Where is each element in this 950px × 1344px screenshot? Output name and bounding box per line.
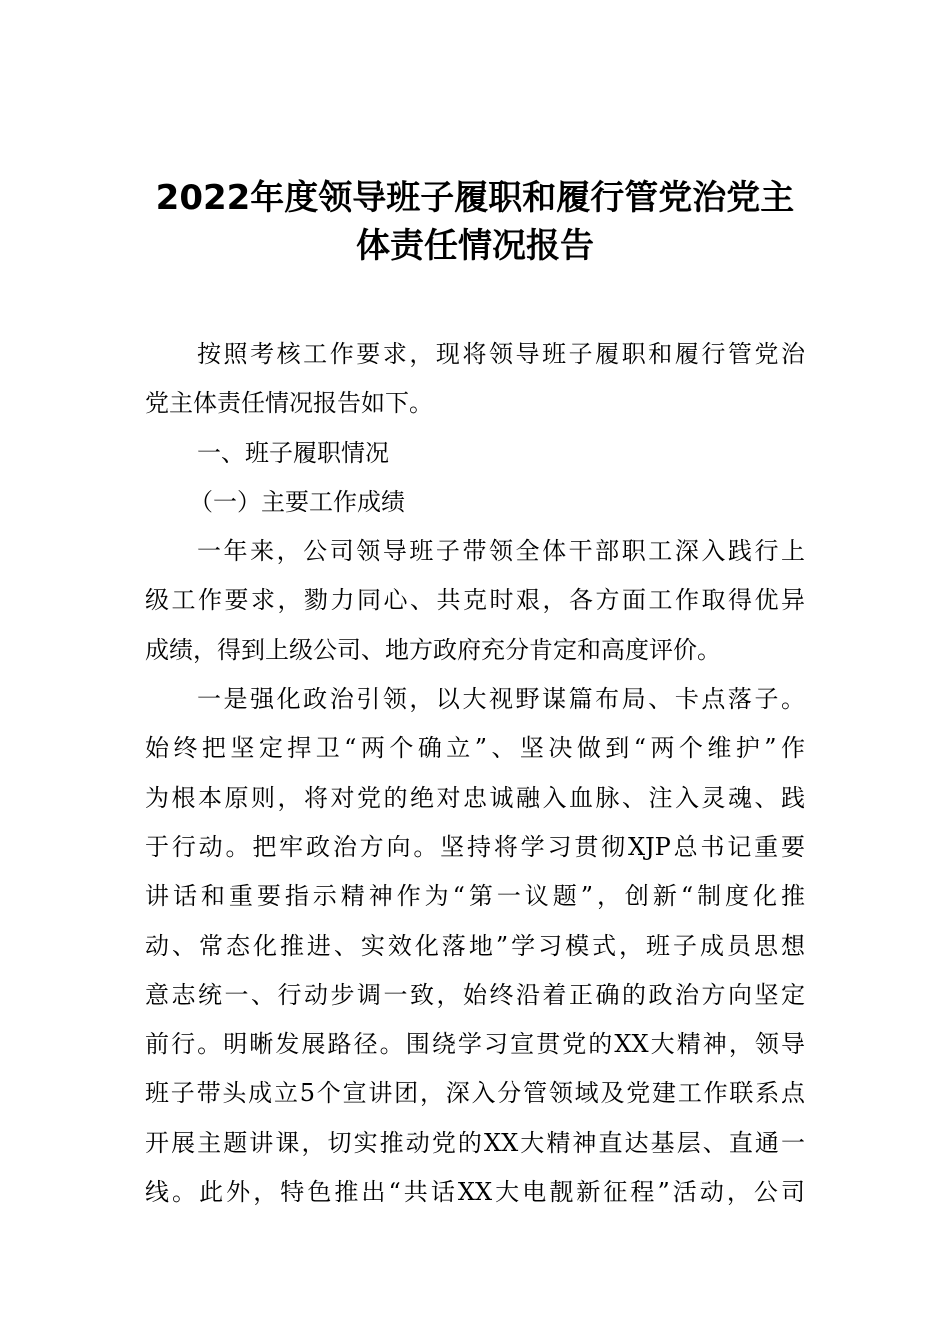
paragraph-line: 为根本原则，将对党的绝对忠诚融入血脉、注入灵魂、践: [145, 783, 805, 812]
paragraph-line: 动、常态化推进、实效化落地”学习模式，班子成员思想: [145, 931, 805, 960]
subsection-heading: （一）主要工作成绩: [189, 487, 405, 516]
paragraph-line: 始终把坚定捍卫“两个确立”、坚决做到“两个维护”作: [145, 734, 805, 763]
paragraph-line: 按照考核工作要求，现将领导班子履职和履行管党治: [197, 340, 805, 368]
paragraph-line: 级工作要求，勠力同心、共克时艰，各方面工作取得优异: [145, 586, 805, 615]
paragraph-line: 讲话和重要指示精神作为“第一议题”，创新“制度化推: [145, 882, 805, 911]
document-body: [145, 330, 805, 1217]
paragraph-line: 党主体责任情况报告如下。: [145, 389, 433, 418]
paragraph-line: 线。此外，特色推出“共话XX大电靓新征程”活动，公司: [145, 1178, 805, 1207]
paragraph-line: 一是强化政治引领，以大视野谋篇布局、卡点落子。: [197, 685, 805, 714]
paragraph-line: 一年来，公司领导班子带领全体干部职工深入践行上: [197, 537, 805, 566]
paragraph-line: 前行。明晰发展路径。围绕学习宣贯党的XX大精神，领导: [145, 1030, 805, 1059]
paragraph-line: 开展主题讲课，切实推动党的XX大精神直达基层、直通一: [145, 1128, 805, 1157]
paragraph-line: 成绩，得到上级公司、地方政府充分肯定和高度评价。: [145, 635, 721, 664]
paragraph-line: 于行动。把牢政治方向。坚持将学习贯彻XJP总书记重要: [145, 832, 805, 861]
paragraph-line: 班子带头成立5个宣讲团，深入分管领域及党建工作联系点: [145, 1079, 805, 1108]
paragraph-line: 意志统一、行动步调一致，始终沿着正确的政治方向坚定: [145, 980, 805, 1009]
document-title-line-1: 2022年度领导班子履职和履行管党治党主: [155, 178, 795, 218]
document-title-line-2: 体责任情况报告: [356, 226, 594, 266]
section-heading: 一、班子履职情况: [197, 438, 389, 467]
